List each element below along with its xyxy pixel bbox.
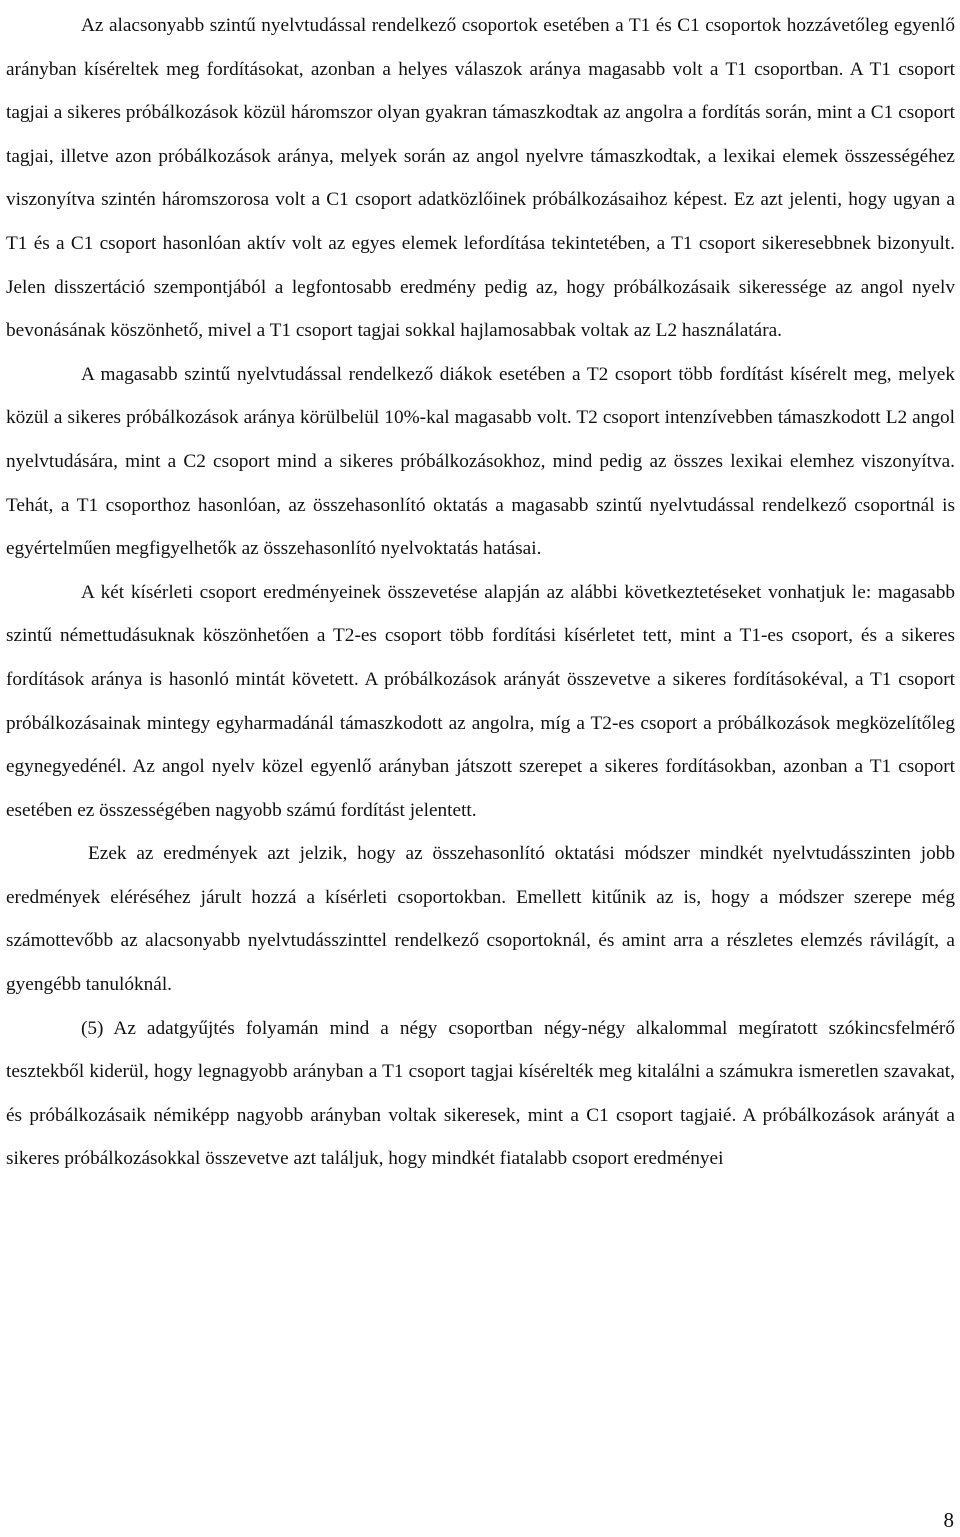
paragraph-point-5: (5) Az adatgyűjtés folyamán mind a négy csoportban négy-négy alkalommal megíratott szókincsfelmérő tesztekből kiderül, hogy legnagyobb arányban a T1 csoport tagjai kísérelték meg kitalálni a számukra ismeretlen szavakat, és próbálkozásaik némiképp nagyobb arányban voltak sikeresek, mint a C1 csoport tagjaié. A próbálkozások arányát a sikeres próbálkozásokkal összevetve azt találjuk, hogy mindkét fiatalabb csoport eredményei [6, 1017, 955, 1170]
paragraph-lower-level-groups: Az alacsonyabb szintű nyelvtudással rendelkező csoportok esetében a T1 és C1 csoportok hozzávetőleg egyenlő arányban kíséreltek meg fordításokat, azonban a helyes válaszok aránya magasabb volt a T1 csoportban. A T1 csoport tagjai a sikeres próbálkozások közül háromszor olyan gyakran támaszkodtak az angolra a fordítás során, mint a C1 csoport tagjai, illetve azon próbálkozások aránya, melyek során az angol nyelvre támaszkodtak, a lexikai elemek összességéhez viszonyítva szintén háromszorosa volt a C1 csoport adatközlőinek próbálkozásaihoz képest. Ez azt jelenti, hogy ugyan a T1 és a C1 csoport hasonlóan aktív volt az egyes elemek lefordítása tekintetében, a T1 csoport sikeresebbnek bizonyult. Jelen disszertáció szempontjából a legfontosabb eredmény pedig az, hogy próbálkozásaik sikeressége az angol nyelv bevonásának köszönhető, mivel a T1 csoport tagjai sokkal hajlamosabbak voltak az L2 használatára. [6, 15, 955, 342]
page-number: 8 [943, 1508, 954, 1532]
paragraph-comparison-conclusions: A két kísérleti csoport eredményeinek összevetése alapján az alábbi következtetéseket vonhatjuk le: magasabb szintű némettudásuknak köszönhetően a T2-es csoport több fordítási kísérletet tett, mint a T1-es csoport, és a sikeres fordítások aránya is hasonló mintát követett. A próbálkozások arányát összevetve a sikeres fordításokéval, a T1 csoport próbálkozásainak mintegy egyharmadánál támaszkodott az angolra, míg a T2-es csoport a próbálkozások megközelítőleg egynegyedénél. Az angol nyelv közel egyenlő arányban játszott szerepet a sikeres fordításokban, azonban a T1 csoport esetében ez összességében nagyobb számú fordítást jelentett. [6, 581, 955, 821]
document-page [6, 0, 955, 1181]
paragraph-higher-level-groups: A magasabb szintű nyelvtudással rendelkező diákok esetében a T2 csoport több fordítást kísérelt meg, melyek közül a sikeres próbálkozások aránya körülbelül 10%-kal magasabb volt. T2 csoport intenzívebben támaszkodott L2 angol nyelvtudására, mint a C2 csoport mind a sikeres próbálkozásokhoz, mind pedig az összes lexikai elemhez viszonyítva. Tehát, a T1 csoporthoz hasonlóan, az összehasonlító oktatás a magasabb szintű nyelvtudással rendelkező csoportnál is egyértelműen megfigyelhetők az összehasonlító nyelvoktatás hatásai. [6, 363, 955, 560]
paragraph-results-summary: Ezek az eredmények azt jelzik, hogy az összehasonlító oktatási módszer mindkét nyelvtudásszinten jobb eredmények eléréséhez járult hozzá a kísérleti csoportokban. Emellett kitűnik az is, hogy a módszer szerepe még számottevőbb az alacsonyabb nyelvtudásszinttel rendelkező csoportoknál, és amint arra a részletes elemzés rávilágít, a gyengébb tanulóknál. [6, 843, 955, 996]
